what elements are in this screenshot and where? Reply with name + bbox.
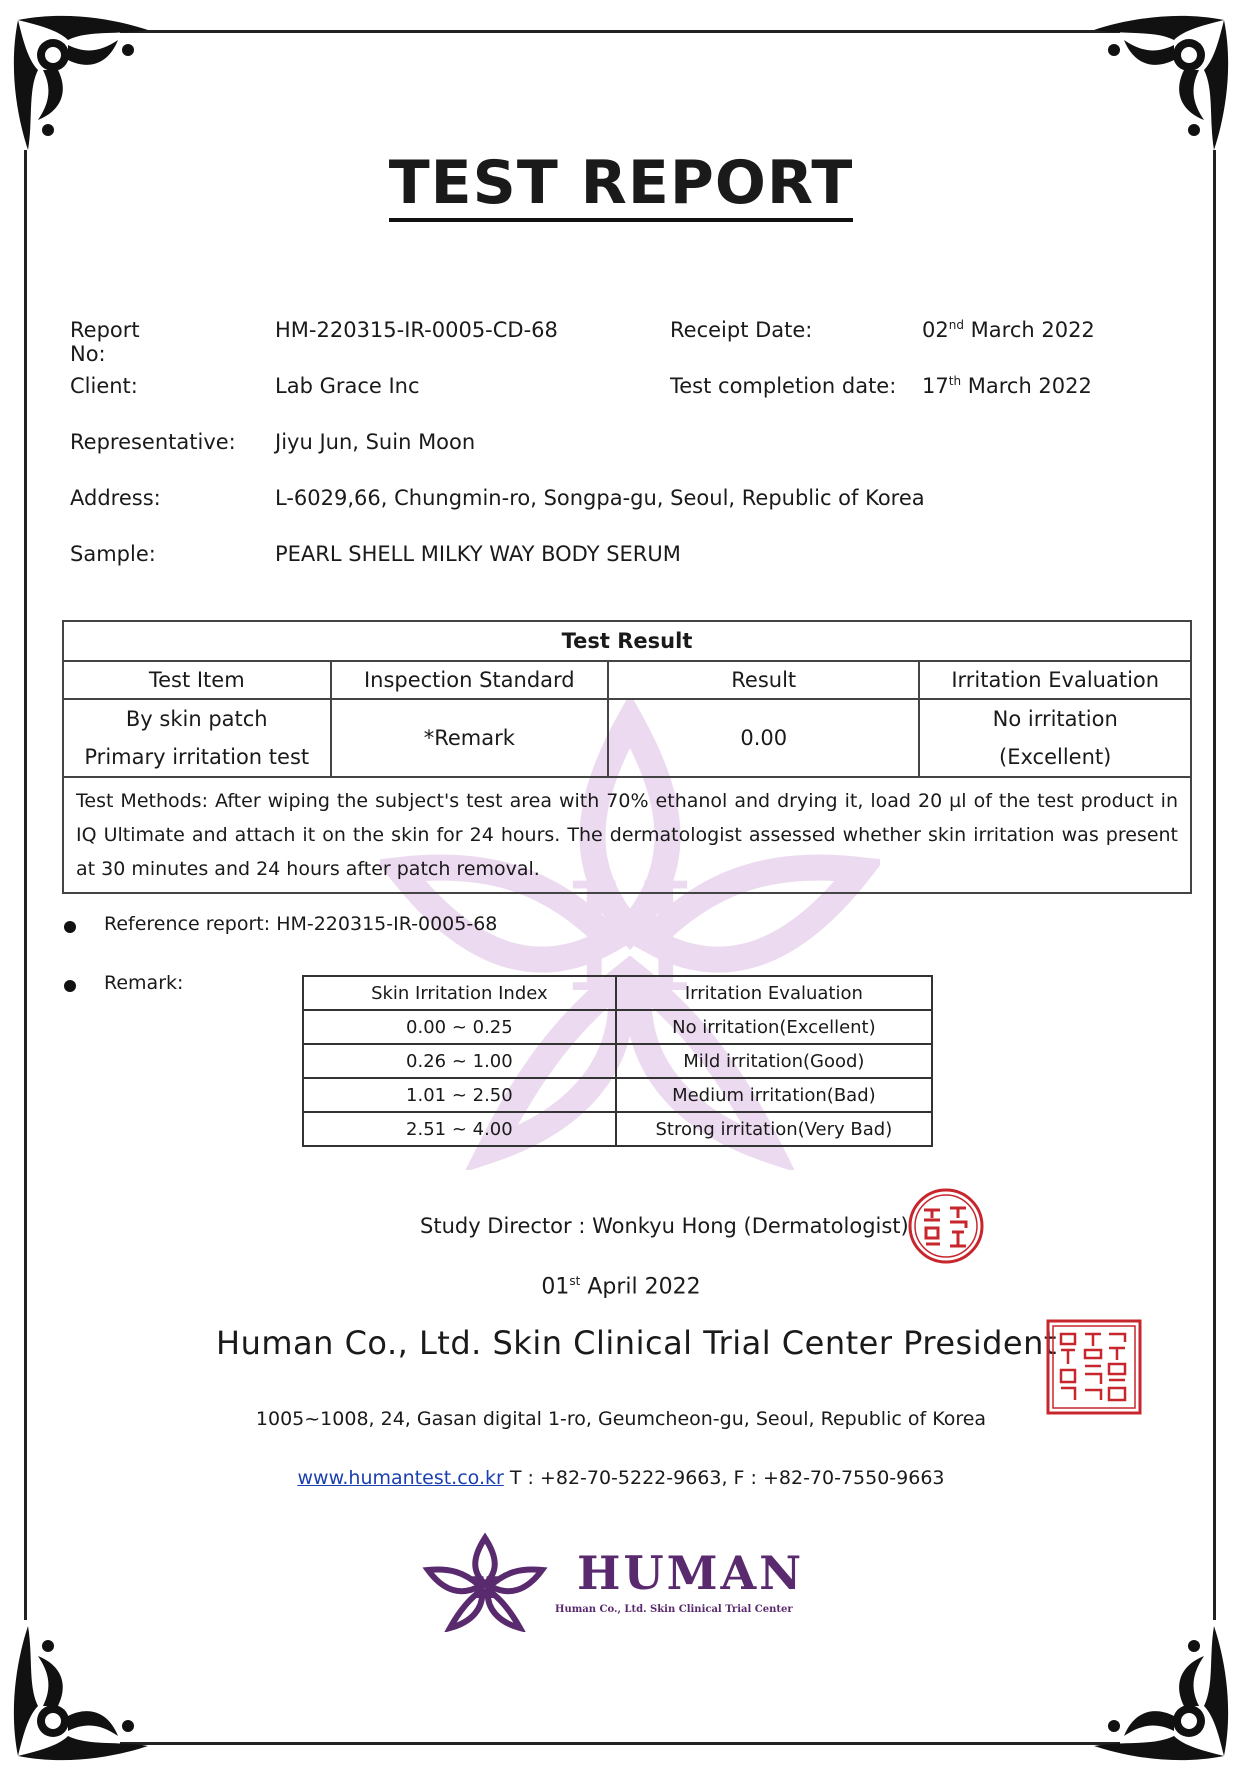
client-label: Client: <box>70 374 138 398</box>
ornament-bottom-right <box>1084 1616 1234 1766</box>
human-logo-text: HUMAN <box>577 1546 805 1600</box>
remark-row <box>303 1010 932 1044</box>
human-logo-tagline: Human Co., Ltd. Skin Clinical Trial Center <box>555 1604 793 1615</box>
svg-text:H: H <box>470 1571 500 1606</box>
representative-value: Jiyu Jun, Suin Moon <box>275 430 476 454</box>
border-top <box>120 30 1120 33</box>
organization-address: 1005~1008, 24, Gasan digital 1-ro, Geumcheon-gu, Seoul, Republic of Korea <box>255 1408 987 1430</box>
receipt-date-value: 02nd March 2022 <box>922 318 1095 342</box>
report-no-label: Report No: <box>70 318 140 366</box>
remark-evaluation: Strong irritation(Very Bad) <box>616 1112 932 1146</box>
sample-value: PEARL SHELL MILKY WAY BODY SERUM <box>275 542 681 566</box>
remark-col-evaluation: Irritation Evaluation <box>616 976 932 1010</box>
representative-label: Representative: <box>70 430 236 454</box>
company-seal-stamp <box>1045 1318 1143 1416</box>
report-title: TEST REPORT <box>389 150 854 222</box>
ornament-top-right <box>1084 10 1234 160</box>
cell-inspection-standard: *Remark <box>331 699 609 777</box>
col-irritation-evaluation: Irritation Evaluation <box>919 661 1191 699</box>
border-bottom <box>120 1742 1120 1745</box>
remark-row <box>303 1044 932 1078</box>
address-value: L-6029,66, Chungmin-ro, Songpa-gu, Seoul, Republic of Korea <box>275 486 925 510</box>
receipt-date-label: Receipt Date: <box>670 318 813 342</box>
human-logo-flower-icon <box>420 1532 550 1632</box>
address-label: Address: <box>70 486 161 510</box>
report-no-value: HM-220315-IR-0005-CD-68 <box>275 318 558 342</box>
remark-index: 0.26 ~ 1.00 <box>303 1044 616 1078</box>
contact-phone-fax: T : +82-70-5222-9663, F : +82-70-7550-9663 <box>509 1467 945 1489</box>
reference-report: Reference report: HM-220315-IR-0005-68 <box>104 913 498 935</box>
test-result-table <box>62 620 1192 894</box>
client-value: Lab Grace Inc <box>275 374 420 398</box>
report-title-wrap <box>0 150 1242 222</box>
study-director: Study Director : Wonkyu Hong (Dermatologist) <box>420 1214 909 1238</box>
remark-row <box>303 1112 932 1146</box>
col-result: Result <box>608 661 919 699</box>
cell-irritation-evaluation: No irritation (Excellent) <box>919 699 1191 777</box>
cell-result: 0.00 <box>608 699 919 777</box>
organization-title: Human Co., Ltd. Skin Clinical Trial Center President <box>216 1324 1057 1362</box>
remark-evaluation: Medium irritation(Bad) <box>616 1078 932 1112</box>
ornament-bottom-left <box>8 1616 158 1766</box>
ornament-top-left <box>8 10 158 160</box>
border-right <box>1213 150 1216 1620</box>
issue-date: 01st April 2022 <box>541 1274 701 1300</box>
completion-date-value: 17th March 2022 <box>922 374 1092 398</box>
sample-label: Sample: <box>70 542 156 566</box>
remark-index: 2.51 ~ 4.00 <box>303 1112 616 1146</box>
contact-line <box>0 1467 1242 1489</box>
remark-evaluation: Mild irritation(Good) <box>616 1044 932 1078</box>
remark-row <box>303 1078 932 1112</box>
test-methods-text: Test Methods: After wiping the subject's test area with 70% ethanol and drying it, load 20 µl of the test product in IQ Ultimate and attach it on the skin for 24 hours. The dermatologist assessed whether skin irritation was present at 30 minutes and 24 hours after patch removal. <box>63 777 1191 893</box>
cell-test-item: By skin patch Primary irritation test <box>63 699 331 777</box>
bullet-reference <box>64 921 76 933</box>
bullet-remark <box>64 980 76 992</box>
remark-col-index: Skin Irritation Index <box>303 976 616 1010</box>
remark-table <box>302 975 933 1147</box>
test-result-heading: Test Result <box>63 621 1191 661</box>
director-seal-stamp <box>906 1186 986 1266</box>
remark-label: Remark: <box>104 972 184 994</box>
svg-text:H: H <box>564 852 696 1026</box>
remark-evaluation: No irritation(Excellent) <box>616 1010 932 1044</box>
col-inspection-standard: Inspection Standard <box>331 661 609 699</box>
border-left <box>24 150 27 1620</box>
completion-date-label: Test completion date: <box>670 374 897 398</box>
website-link[interactable]: www.humantest.co.kr <box>297 1467 504 1489</box>
remark-index: 0.00 ~ 0.25 <box>303 1010 616 1044</box>
col-test-item: Test Item <box>63 661 331 699</box>
remark-index: 1.01 ~ 2.50 <box>303 1078 616 1112</box>
